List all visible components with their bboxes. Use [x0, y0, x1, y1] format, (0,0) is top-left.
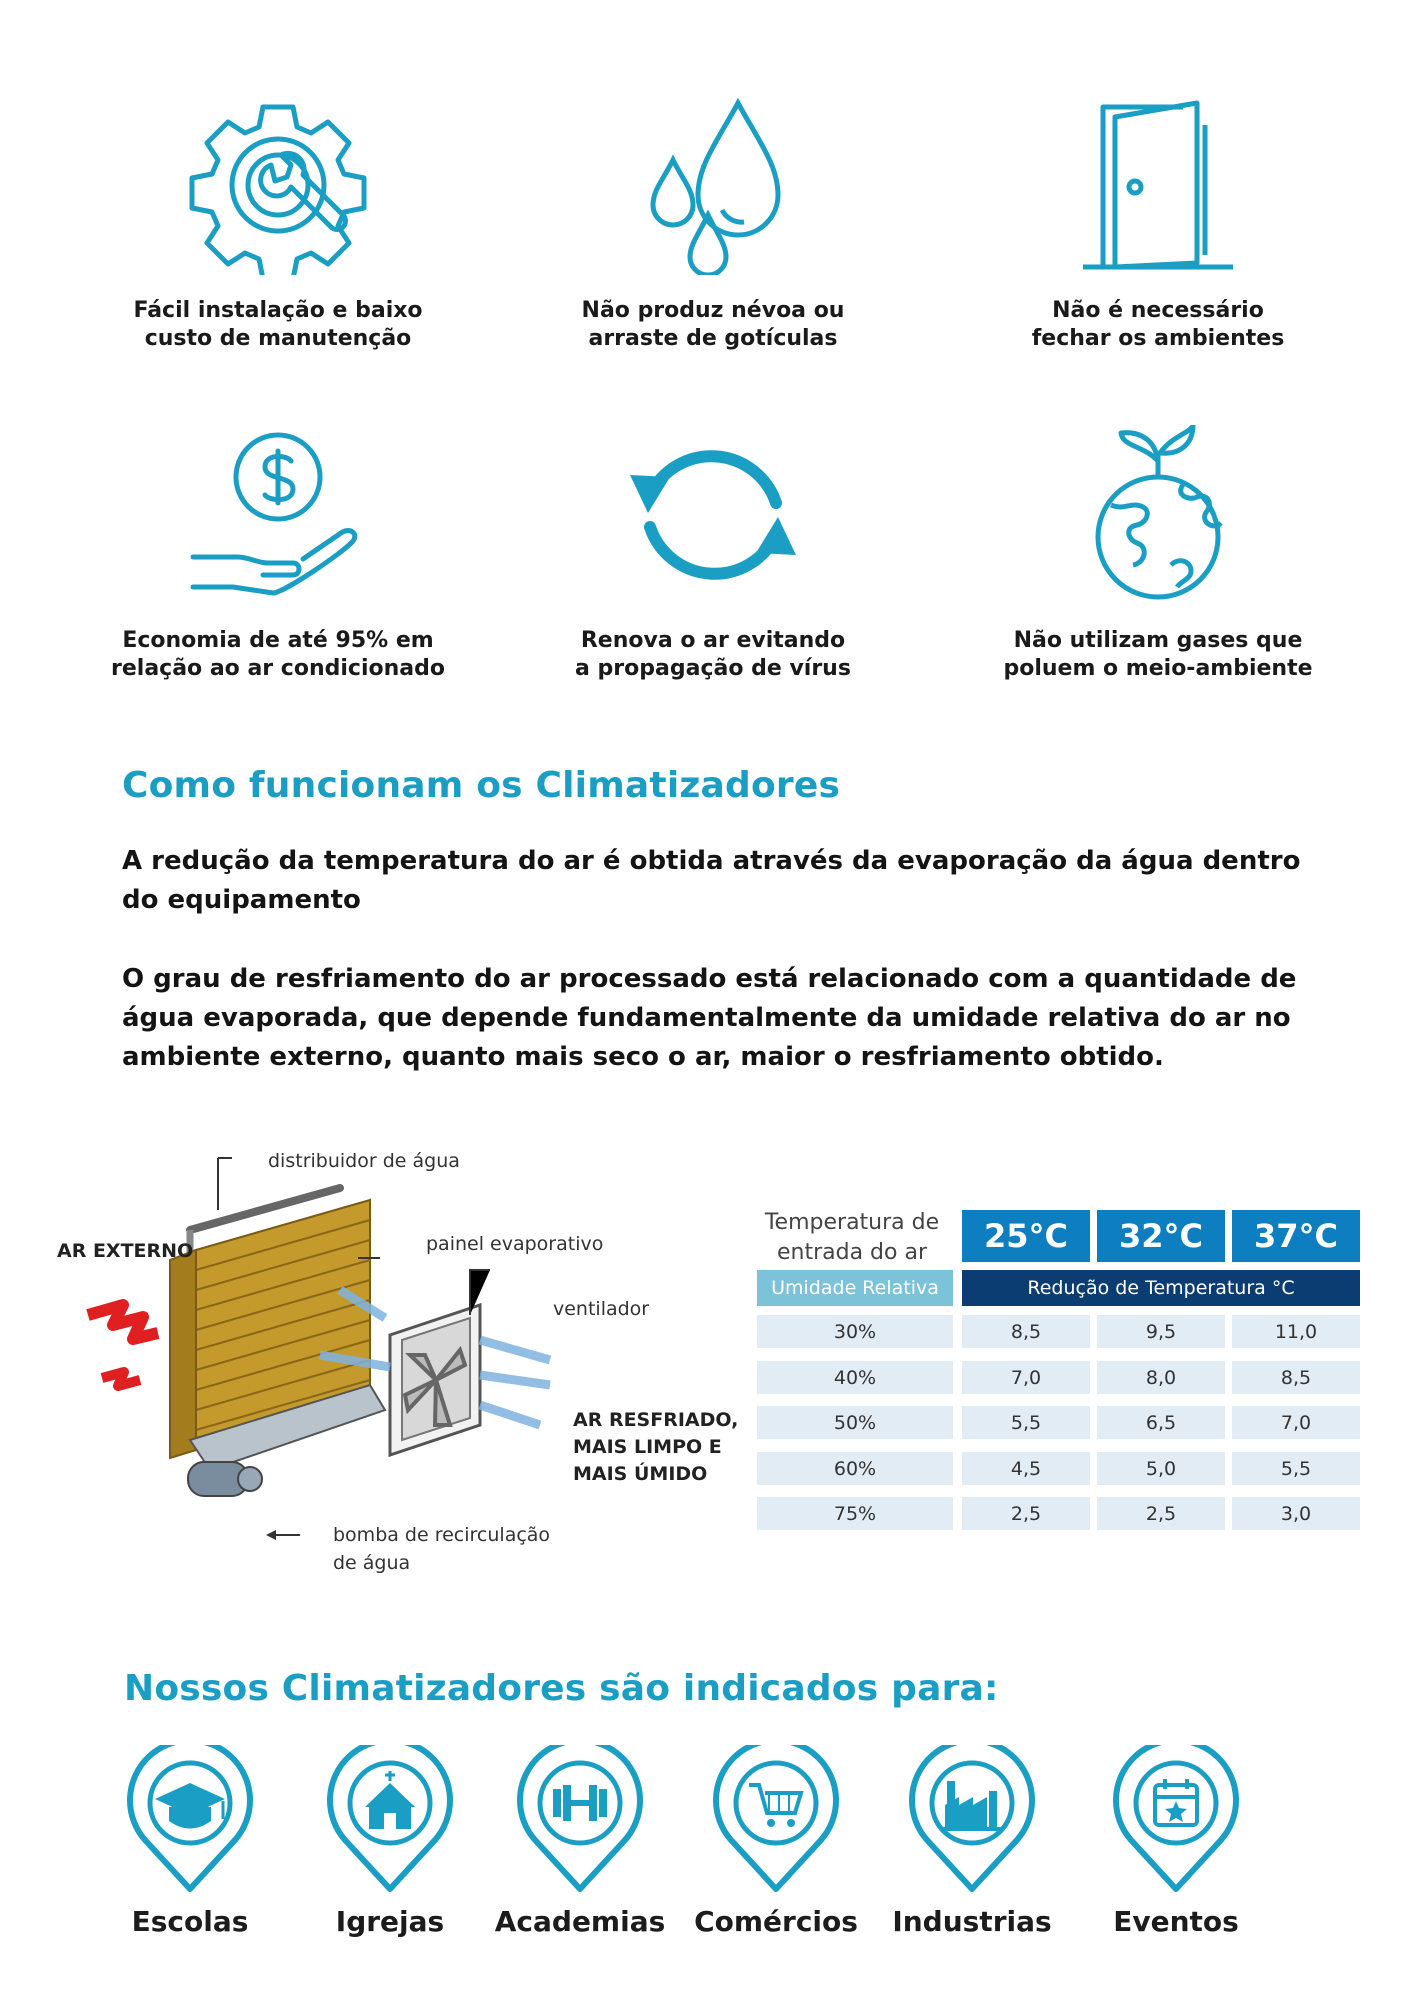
- dumbbell-icon: [515, 1745, 645, 1895]
- gear-wrench-icon: [183, 95, 373, 275]
- reduction-cell: 7,0: [1232, 1406, 1360, 1439]
- reduction-cell: 7,0: [962, 1361, 1090, 1394]
- reduction-cell: 5,5: [1232, 1452, 1360, 1485]
- table-entry-label: Temperatura de entrada do ar: [764, 1210, 940, 1265]
- label-outside-air: AR EXTERNO: [57, 1240, 194, 1262]
- label-cooled-air: AR RESFRIADO, MAIS LIMPO E MAIS ÚMIDO: [573, 1409, 739, 1485]
- usage-churches: [290, 1745, 490, 1938]
- open-door-icon: [1063, 95, 1253, 275]
- graduation-cap-icon: [125, 1745, 255, 1895]
- rh-cell: 75%: [757, 1497, 953, 1530]
- reduction-cell: 5,0: [1097, 1452, 1225, 1485]
- reduction-cell: 5,5: [962, 1406, 1090, 1439]
- rh-cell: 50%: [757, 1406, 953, 1439]
- usage-shops: [676, 1745, 876, 1938]
- reduction-cell: 8,5: [1232, 1361, 1360, 1394]
- usage-schools: [90, 1745, 290, 1938]
- rh-cell: 40%: [757, 1361, 953, 1394]
- feature-caption: Não utilizam gases que poluem o meio-ambiente: [1003, 628, 1313, 681]
- reduction-cell: 4,5: [962, 1452, 1090, 1485]
- church-icon: [325, 1745, 455, 1895]
- label-pump: bomba de recirculação de água: [333, 1524, 551, 1574]
- eco-globe-icon: [1063, 425, 1253, 605]
- how-paragraph-1: A redução da temperatura do ar é obtida através da evaporação da água dentro do equipamento: [122, 846, 1301, 915]
- temp-header-37: 37°C: [1232, 1210, 1360, 1262]
- usage-label: Eventos: [1113, 1905, 1239, 1938]
- label-water-distributor: distribuidor de água: [268, 1150, 460, 1172]
- reduction-cell: 9,5: [1097, 1315, 1225, 1348]
- reduction-cell: 3,0: [1232, 1497, 1360, 1530]
- reduction-cell: 2,5: [962, 1497, 1090, 1530]
- how-paragraph-2: O grau de resfriamento do ar processado está relacionado com a quantidade de água evaporada, que depende fundamentalmente da umidade relativa do ar no ambiente externo, quanto mais seco o ar, maior o resfriamento obtido.: [122, 964, 1297, 1072]
- reduction-cell: 8,5: [962, 1315, 1090, 1348]
- usage-label: Industrias: [892, 1905, 1052, 1938]
- calendar-star-icon: [1111, 1745, 1241, 1895]
- feature-installation: [88, 95, 468, 353]
- feature-caption: Fácil instalação e baixo custo de manutenção: [133, 298, 423, 351]
- label-evaporative-panel: painel evaporativo: [426, 1233, 604, 1255]
- feature-economy: [88, 425, 468, 683]
- usage-gyms: [480, 1745, 680, 1938]
- feature-eco: [968, 425, 1348, 683]
- reduction-header: Redução de Temperatura °C: [962, 1270, 1360, 1306]
- feature-caption: Não é necessário fechar os ambientes: [1031, 298, 1285, 351]
- shopping-cart-icon: [711, 1745, 841, 1895]
- humidity-header: Umidade Relativa: [757, 1270, 953, 1306]
- reduction-cell: 2,5: [1097, 1497, 1225, 1530]
- reduction-cell: 11,0: [1232, 1315, 1360, 1348]
- usage-label: Escolas: [131, 1905, 249, 1938]
- reduction-cell: 8,0: [1097, 1361, 1225, 1394]
- feature-renew-air: [523, 425, 903, 683]
- temp-header-25: 25°C: [962, 1210, 1090, 1262]
- usage-label: Igrejas: [335, 1905, 445, 1938]
- renew-arrows-icon: [618, 425, 808, 605]
- feature-caption: Não produz névoa ou arraste de gotículas: [581, 298, 845, 351]
- feature-open-rooms: [968, 95, 1348, 353]
- usages-title: Nossos Climatizadores são indicados para:: [124, 1668, 999, 1709]
- usage-industries: [872, 1745, 1072, 1938]
- how-title: Como funcionam os Climatizadores: [122, 765, 841, 806]
- evaporative-cooler-diagram: [40, 1140, 600, 1580]
- feature-caption: Economia de até 95% em relação ao ar condicionado: [111, 628, 445, 681]
- usage-label: Academias: [494, 1905, 666, 1938]
- rh-cell: 30%: [757, 1315, 953, 1348]
- money-hand-icon: [183, 425, 373, 605]
- reduction-cell: 6,5: [1097, 1406, 1225, 1439]
- rh-cell: 60%: [757, 1452, 953, 1485]
- feature-no-mist: [523, 95, 903, 353]
- factory-icon: [907, 1745, 1037, 1895]
- usage-label: Comércios: [694, 1905, 858, 1938]
- water-drops-icon: [618, 95, 808, 275]
- usage-events: [1076, 1745, 1276, 1938]
- temp-header-32: 32°C: [1097, 1210, 1225, 1262]
- label-fan: ventilador: [553, 1298, 650, 1320]
- feature-caption: Renova o ar evitando a propagação de vírus: [575, 628, 851, 681]
